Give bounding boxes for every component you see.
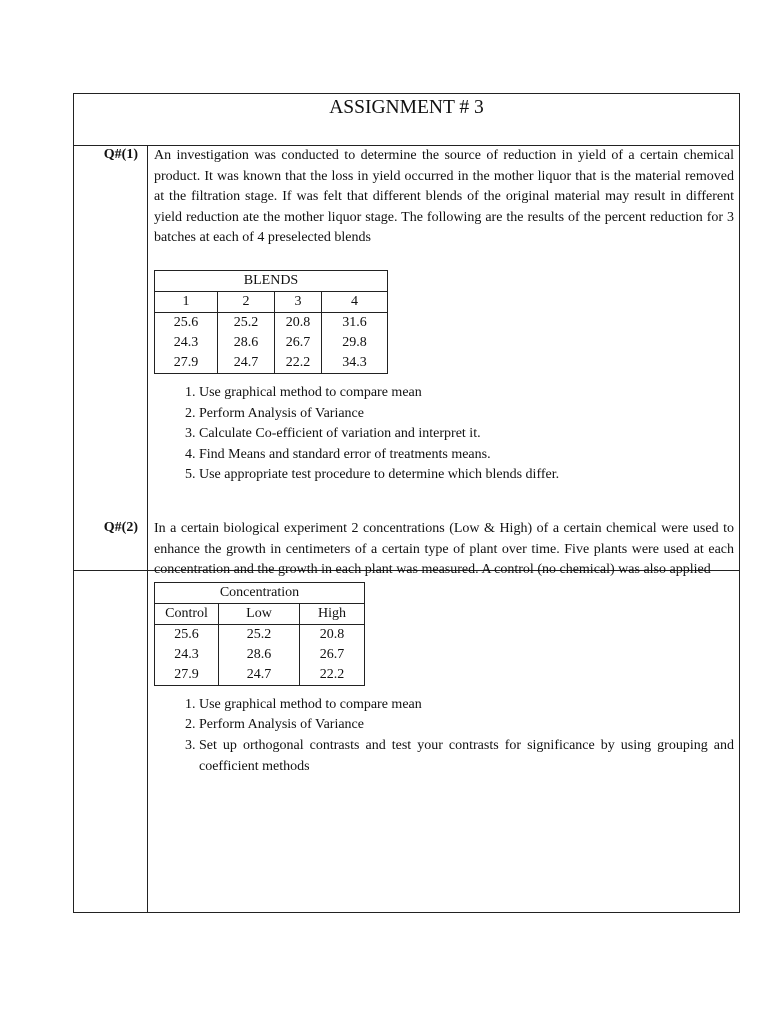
blends-table-title: BLENDS [155,270,388,291]
blends-header-cell: 3 [275,291,322,312]
list-item: 3. Set up orthogonal contrasts and test your contrasts for significance by using grouping and coefficient methods [199,736,734,777]
blends-table [154,270,388,374]
page-title: ASSIGNMENT # 3 [329,97,484,118]
list-item: 2. Perform Analysis of Variance [199,715,734,736]
table-cell: 31.6 [322,312,388,333]
table-row [155,312,388,333]
table-cell: 29.8 [322,333,388,353]
list-item: 1. Use graphical method to compare mean [199,695,734,716]
question-2-content [154,519,734,777]
table-cell: 22.2 [300,665,365,686]
table-row [155,353,388,374]
blends-header-cell: 1 [155,291,218,312]
table-cell: 24.7 [219,665,300,686]
question-2-label: Q#(2) [103,520,138,535]
table-cell: 20.8 [300,624,365,645]
list-item: 5. Use appropriate test procedure to determine which blends differ. [199,465,734,486]
question-1-task-list [154,383,734,486]
table-cell: 25.2 [218,312,275,333]
table-row [155,624,365,645]
table-cell: 26.7 [300,645,365,665]
question-1-text: An investigation was conducted to determine the source of reduction in yield of a certain chemical product. It was known that the loss in yield occurred in the mother liquor that is the material removed at the filtration stage. If was felt that different blends of the original material may result in different yield reduction ate the mother liquor stage. The following are the results of the percent reduction for 3 batches at each of 4 preselected blends [154,148,734,246]
concentration-table-header-row [155,603,365,624]
table-cell: 22.2 [275,353,322,374]
table-cell: 28.6 [219,645,300,665]
blends-header-cell: 2 [218,291,275,312]
table-cell: 20.8 [275,312,322,333]
list-item: 3. Calculate Co-efficient of variation and interpret it. [199,424,734,445]
table-cell: 24.3 [155,645,219,665]
concentration-header-cell: Control [155,603,219,624]
table-cell: 34.3 [322,353,388,374]
table-row [155,665,365,686]
list-item: 2. Perform Analysis of Variance [199,404,734,425]
table-cell: 26.7 [275,333,322,353]
assignment-table [73,93,740,913]
table-cell: 24.3 [155,333,218,353]
table-cell: 27.9 [155,353,218,374]
table-cell: 25.2 [219,624,300,645]
concentration-table [154,582,365,686]
concentration-table-title: Concentration [155,582,365,603]
question-2-task-list [154,695,734,777]
list-item: 4. Find Means and standard error of treatments means. [199,445,734,466]
table-cell: 28.6 [218,333,275,353]
table-cell: 25.6 [155,624,219,645]
table-cell: 24.7 [218,353,275,374]
blends-table-header-row [155,291,388,312]
question-1-content [154,146,734,486]
question-1-label: Q#(1) [103,147,138,162]
table-row [155,645,365,665]
table-cell: 25.6 [155,312,218,333]
question-2-text: In a certain biological experiment 2 concentrations (Low & High) of a certain chemical were used to enhance the growth in centimeters of a certain type of plant over time. Five plants were used at each concentration and the growth in each plant was measured. A control (no chemical) was also applied [154,521,734,578]
list-item: 1. Use graphical method to compare mean [199,383,734,404]
table-cell: 27.9 [155,665,219,686]
title-row [74,94,739,146]
concentration-header-cell: High [300,603,365,624]
concentration-header-cell: Low [219,603,300,624]
blends-header-cell: 4 [322,291,388,312]
table-row [155,333,388,353]
